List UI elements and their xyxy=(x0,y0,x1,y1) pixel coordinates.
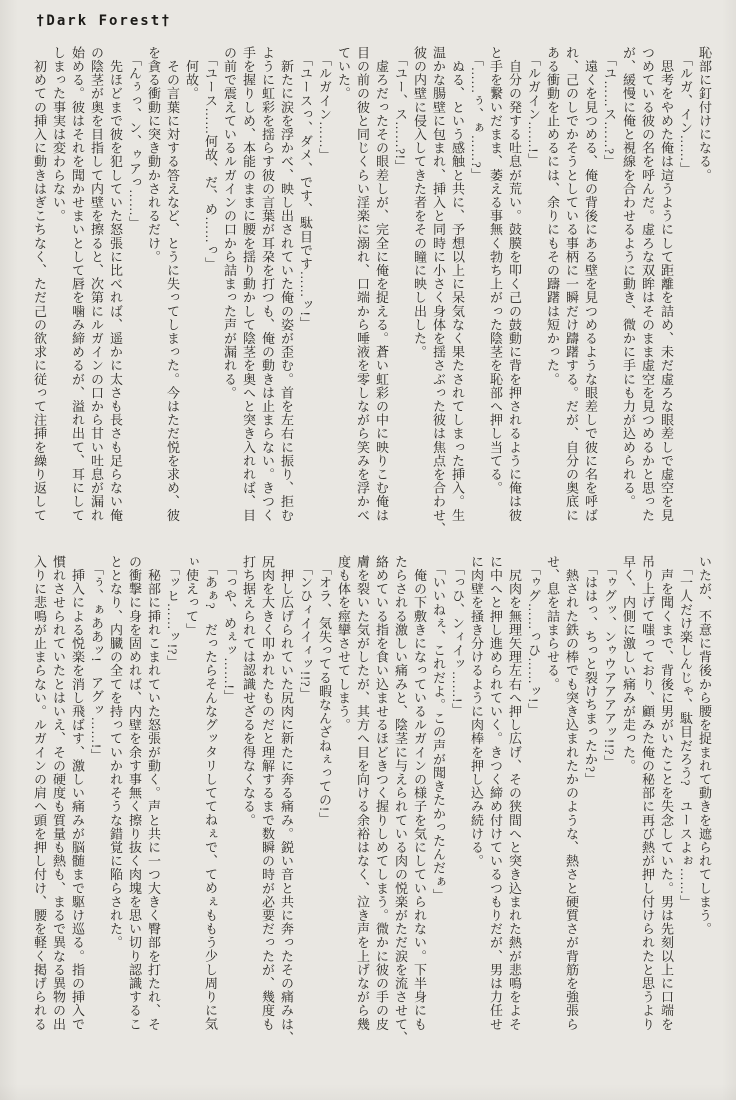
text-column: を貪る衝動に突き動かされるだけ。 xyxy=(146,46,161,264)
text-column: 恥部に釘付けになる。 xyxy=(697,46,712,182)
text-column: 「ンひィイイィッ!!?」 xyxy=(298,555,313,701)
text-column: 「あぁ? だったらそんなグッタリしててねぇで、てめぇももう少し周りに気 xyxy=(203,555,218,1031)
text-column: 声を聞くまで、背後に男がいたことを失念していた。男は先刻以上に口端を xyxy=(659,555,674,1031)
text-column: 何故。 xyxy=(184,46,199,101)
text-column: 彼の内壁に侵入してきた者をその瞳に映し出した。 xyxy=(412,46,427,359)
text-column: の前で震えているルガインの口から詰まった声が漏れる。 xyxy=(222,46,237,400)
text-column: ていた。 xyxy=(336,46,351,101)
text-column: ように虹彩を揺らす彼の言葉が耳朶を打つも、俺の動きは止まらない。きつく xyxy=(260,46,275,522)
text-column: 尻肉を大きく叩かれたものだと理解するまで数瞬の時が必要だったが、幾度も xyxy=(260,555,275,1031)
text-column: 「ユ……ス……?」 xyxy=(602,46,617,169)
text-column: 「ッヒ……ッ!?」 xyxy=(165,555,180,669)
text-column: 「んぅっ、ン、ゥアっ……」 xyxy=(127,46,142,230)
text-column: の衝撃に身を固めれば、内壁を余す事無く擦り抜く肉塊を思い切り認識するこ xyxy=(127,555,142,1031)
text-column: 「ルガイン……」 xyxy=(317,46,332,162)
text-column: 「オラ、気失ってる暇なんざねぇっての!」 xyxy=(317,555,332,826)
text-column: 吊り上げて嗤っており、顧みた俺の秘部に再び熱が押し付けられたと思うより xyxy=(640,555,655,1031)
text-column: 始める。彼はそれを聞かせまいとして唇を噛み締めるが、溢れ出て、耳にして xyxy=(70,46,85,522)
text-column: ぃ使えって」 xyxy=(184,555,199,637)
text-column: と手を繋いだまま、萎える事無く勃ち上がった陰茎を恥部へ押し当てる。 xyxy=(488,46,503,495)
text-column: たらされる激しい痛みと、陰茎に与えられている肉の悦楽がただ涙を流させて、 xyxy=(393,555,408,1045)
text-column: 新たに涙を浮かべ、映し出されていた俺の姿が歪む。首を左右に振り、拒む xyxy=(279,46,294,522)
text-column: 手を握りしめ、本能のままに腰を揺り動かして陰茎を奥へと突き入れれば、目 xyxy=(241,46,256,522)
text-column: ととなり、内臓の全てを持っていかれそうな錯覚に陥らされた。 xyxy=(108,555,123,950)
text-column: 目の前の彼と同じくらい淫楽に溺れ、口端から唾液を零しながら笑みを浮かべ xyxy=(355,46,370,522)
text-column: 打ち据えられては認識せざるを得なくなる。 xyxy=(241,555,256,827)
text-column: つめている彼の名を呼んだ。虚ろな双眸はそのまま虚空を見つめるかと思った xyxy=(640,46,655,522)
text-column: 早く、内側に激しい痛みが走った。 xyxy=(621,555,636,773)
text-column: 虚ろだったその眼差しが、完全に俺を捉える。蒼い虹彩の中に映りこむ俺は xyxy=(374,46,389,522)
text-column: その言葉に対する答えなど、とうに失ってしまった。今はただ悦を求め、彼 xyxy=(165,46,180,522)
text-column: 「っひ、ンィイッ……!」 xyxy=(450,555,465,717)
text-column: 尻肉を無理矢理左右へ押し広げ、その狭間へと突き込まれた熱が悲鳴をよそ xyxy=(507,555,522,1031)
text-column: 「ルガ、イン……」 xyxy=(678,46,693,176)
text-column: 絡めている指を食い込ませるほどきつく握りしめてしまう。微かに彼の手の皮 xyxy=(374,555,389,1031)
text-column: 「っや、めぇッ……!」 xyxy=(222,555,237,704)
text-column: ある衝動を止めるには、余りにもその躊躇は短かった。 xyxy=(545,46,560,386)
page-header-title: †Dark Forest† xyxy=(36,13,172,29)
text-column: いたが、不意に背後から腰を捉まれて動きを遮られてしまう。 xyxy=(697,555,712,936)
text-column: 思考をやめた俺は這うようにして距離を詰め、未だ虚ろな眼差しで虚空を見 xyxy=(659,46,674,522)
text-column: 膚を裂いた気がしたが、其方へ目を向ける余裕はなく、泣き声を上げながら幾 xyxy=(355,555,370,1031)
text-column: ぬる、という感触と共に、予想以上に呆気なく果たされてしまった挿入。生 xyxy=(450,46,465,522)
text-column: しまった事実は変わらない。 xyxy=(51,46,66,223)
text-column: 「ユースっ、ダメ、です、駄目です……ッ!」 xyxy=(298,46,313,331)
text-column: 押し広げられていた尻肉に新たに奔る痛み。鋭い音と共に奔ったその痛みは、 xyxy=(279,555,294,1045)
text-column: 俺の下敷きになっているルガインの様子を気にしていられない。下半身にも xyxy=(412,555,427,1031)
text-column: 初めての挿入に動きはぎこちなく、ただ己の欲求に従って注挿を繰り返して xyxy=(32,46,47,522)
text-column: 「ユー、ス……?!」 xyxy=(393,46,408,174)
text-column: 自分の発する吐息が荒い。鼓膜を叩く己の鼓動に背を押されるように俺は彼 xyxy=(507,46,522,522)
vertical-text-block-bottom xyxy=(30,555,714,1067)
text-column: 「ぅ、ぁああッ! アグッ……!」 xyxy=(89,555,104,763)
text-column: 慣れさせられていたとはいえ、その硬度も質量も熱も、まるで異なる異物の出 xyxy=(51,555,66,1031)
text-column: の陰茎が奥を目指して内壁を擦ると、次第にルガインの口から甘い吐息が漏れ xyxy=(89,46,104,522)
text-column: 「ルガイン……!」 xyxy=(526,46,541,167)
text-column: 挿入による悦楽を消し飛ばす、激しい痛みが脳髄まで駆け巡る。指の挿入で xyxy=(70,555,85,1031)
text-column: 入りに悲鳴が止まらない。ルガインの肩へ頭を押し付け、腰を軽く掲げられる xyxy=(32,555,47,1031)
text-column: 熱された鉄の棒でも突き込まれたかのような、熱さと硬質さが背筋を強張ら xyxy=(564,555,579,1031)
text-column: 先ほどまで彼を犯していた怒張に比べれば、遥かに太さも長さも足らない俺 xyxy=(108,46,123,522)
text-column: 「ゥグッ、ンゥウアアアアッ!!?」 xyxy=(602,555,617,769)
text-column: 「ははっ、ちっと裂けちまったか?」 xyxy=(583,555,598,787)
text-column: が、緩慢に俺と視線を合わせるように動き、微かに手にも力が込められる。 xyxy=(621,46,636,509)
text-column: せ、息を詰まらせる。 xyxy=(545,555,560,691)
vertical-text-block-top xyxy=(30,46,714,558)
text-column: 「一人だけ楽しんじゃ、駄目だろう? ユースよぉ……」 xyxy=(678,555,693,909)
text-column: 遠くを見つめる、俺の背後にある壁を見つめるような眼差しで彼に名を呼ば xyxy=(583,46,598,522)
text-column: れ、己のしでかそうとしている事柄に一瞬だけ躊躇する。だが、自分の奥底に xyxy=(564,46,579,522)
text-column: 温かな腸壁に包まれ、挿入と同時に小さく身体を揺さぶった彼は焦点を合わせ、 xyxy=(431,46,446,536)
text-column: 「……ぅ、ぁ……?」 xyxy=(469,46,484,182)
text-column: に中へと押し進められていく。きつく締め付けているつもりだが、男は力任せ xyxy=(488,555,503,1031)
text-column: 秘部に挿れこまれていた怒張が動く。声と共に一つ大きく臀部を打たれ、そ xyxy=(146,555,161,1031)
text-column: 度も体を痙攣させてしまう。 xyxy=(336,555,351,732)
text-column: 「ゥグ……っひ……ッ!」 xyxy=(526,555,541,717)
text-column: 「いいねぇ、これだよ。この声が聞きたかったんだぁ」 xyxy=(431,555,446,903)
text-column: 「ユース……何故、だ、め……っ」 xyxy=(203,46,218,271)
text-column: に肉壁を掻き分けるように肉棒を押し込み続ける。 xyxy=(469,555,484,868)
